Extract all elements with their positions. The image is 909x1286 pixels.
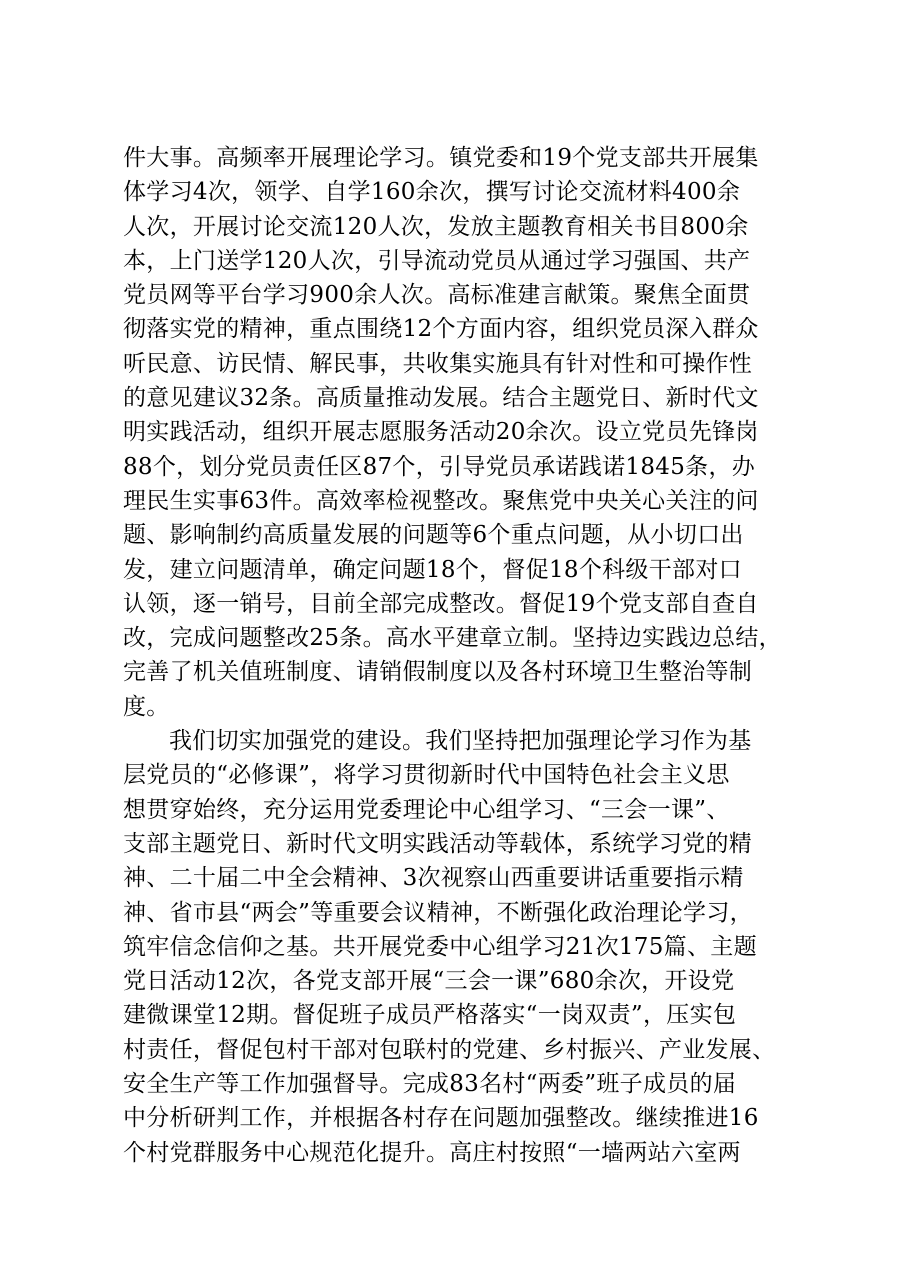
text-line: 神、二十届二中全会精神、3次视察山西重要讲话重要指示精 <box>123 865 744 892</box>
text-line: 度。 <box>123 693 170 720</box>
text-line: 题、影响制约高质量发展的问题等6个重点问题，从小切口出 <box>123 522 744 549</box>
document-body <box>123 141 803 1170</box>
text-line: 党员网等平台学习900余人次。高标准建言献策。聚焦全面贯 <box>123 282 751 309</box>
text-line: 人次，开展讨论交流120人次，发放主题教育相关书目800余 <box>123 213 749 240</box>
text-line: 本，上门送学120人次，引导流动党员从通过学习强国、共产 <box>123 247 751 274</box>
text-line: 安全生产等工作加强督导。完成83名村“两委”班子成员的届 <box>123 1071 737 1098</box>
text-line: 想贯穿始终，充分运用党委理论中心组学习、“三会一课”、 <box>123 796 730 823</box>
text-line: 党日活动12次，各党支部开展“三会一课”680余次，开设党 <box>123 968 735 995</box>
text-line: 筑牢信念信仰之基。共开展党委中心组学习21次175篇、主题 <box>123 933 757 960</box>
text-line: 支部主题党日、新时代文明实践活动等载体，系统学习党的精 <box>123 830 753 857</box>
text-line: 村责任，督促包村干部对包联村的党建、乡村振兴、产业发展、 <box>123 1036 776 1063</box>
text-line: 理民生实事63件。高效率检视整改。聚焦党中央关心关注的问 <box>123 487 759 514</box>
text-line: 听民意、访民情、解民事，共收集实施具有针对性和可操作性 <box>123 350 753 377</box>
text-line: 认领，逐一销号，目前全部完成整改。督促19个党支部自查自 <box>123 590 759 617</box>
text-line: 改，完成问题整改25条。高水平建章立制。坚持边实践边总结， <box>123 625 782 652</box>
text-line: 层党员的“必修课”，将学习贯彻新时代中国特色社会主义思 <box>123 762 730 789</box>
text-line: 发，建立问题清单，确定问题18个，督促18个科级干部对口 <box>123 556 742 583</box>
text-line: 的意见建议32条。高质量推动发展。结合主题党日、新时代文 <box>123 385 759 412</box>
text-line: 完善了机关值班制度、请销假制度以及各村环境卫生整治等制 <box>123 659 753 686</box>
text-line: 体学习4次，领学、自学160余次，撰写讨论交流材料400余 <box>123 179 741 206</box>
text-line: 中分析研判工作，并根据各村存在问题加强整改。继续推进16 <box>123 1105 759 1132</box>
paragraph-first-line: 我们切实加强党的建设。我们坚持把加强理论学习作为基 <box>169 728 752 755</box>
text-line: 彻落实党的精神，重点围绕12个方面内容，组织党员深入群众 <box>123 316 759 343</box>
text-line: 神、省市县“两会”等重要会议精神，不断强化政治理论学习， <box>123 899 753 926</box>
text-line: 建微课堂12期。督促班子成员严格落实“一岗双责”，压实包 <box>123 1002 737 1029</box>
text-line: 件大事。高频率开展理论学习。镇党委和19个党支部共开展集 <box>123 145 759 171</box>
text-line: 明实践活动，组织开展志愿服务活动20余次。设立党员先锋岗 <box>123 419 759 446</box>
text-line: 个村党群服务中心规范化提升。高庄村按照“一墙两站六室两 <box>123 1139 741 1166</box>
text-line: 88个，划分党员责任区87个，引导党员承诺践诺1845条，办 <box>123 453 756 480</box>
